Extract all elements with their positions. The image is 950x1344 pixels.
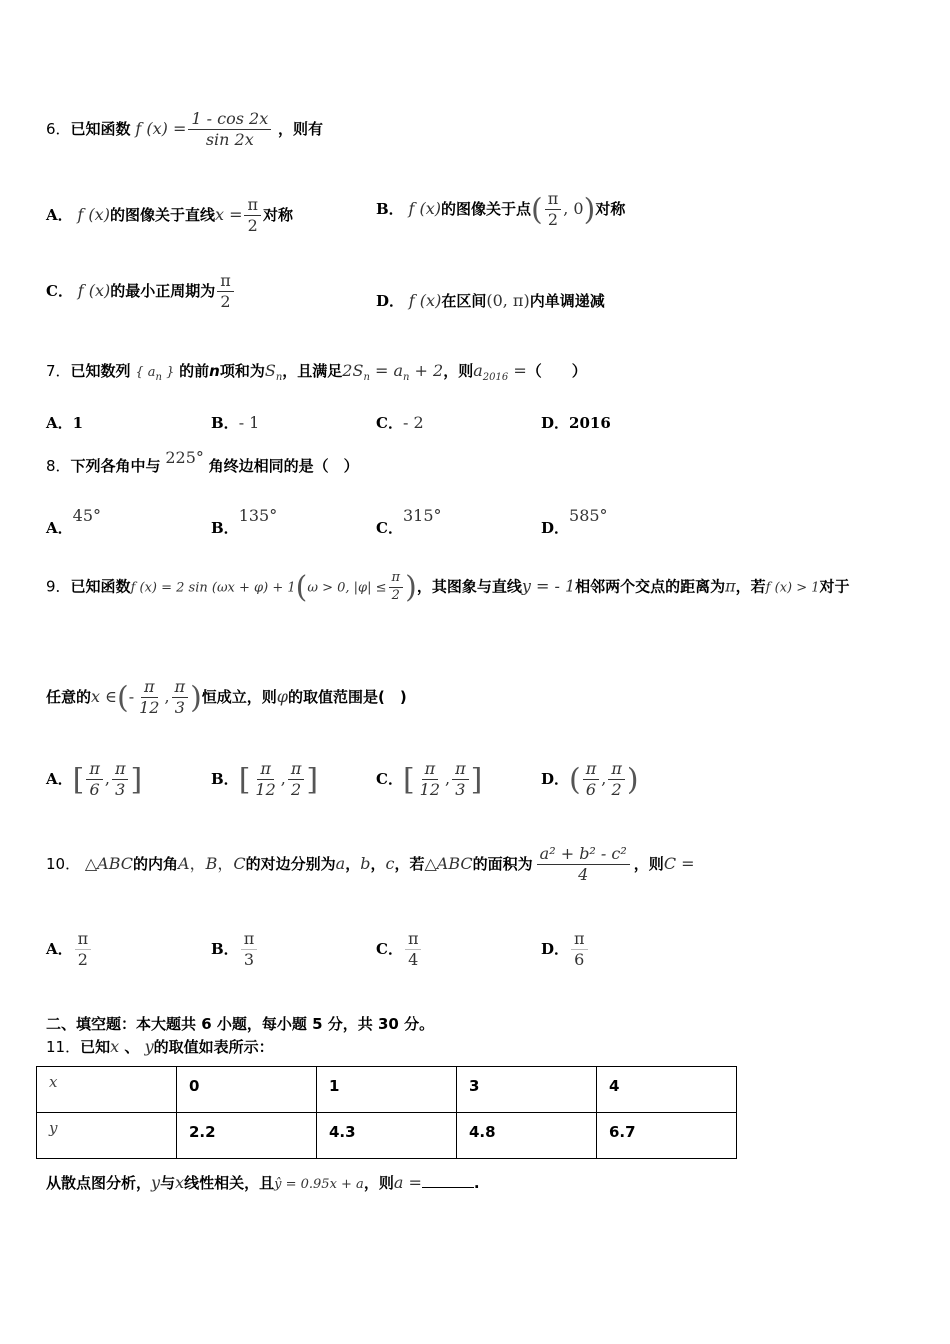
q9-option-b[interactable]: B．[ $\frac{\pi}{12}$ , $\frac{\pi}{2}$ ] — [211, 759, 319, 800]
q6-option-b[interactable]: B． f (x)的图像关于点( $\frac{\pi}{2}$ , 0)对称 — [376, 189, 626, 230]
q10-stem: 10． △ABC的内角A，B，C的对边分别为a，b，c，若△ABC的面积为 $\frac{\text{a² + b² - c²}}{4}$ ，则C = — [46, 844, 695, 885]
q10-option-a[interactable]: A． $\frac{\pi}{2}$ — [46, 930, 93, 970]
q8-option-d[interactable]: D．585° — [541, 506, 608, 537]
q6-option-a[interactable]: A． f (x)的图像关于直线x = $\frac{\pi}{2}$ 对称 — [46, 195, 293, 236]
q10-option-b[interactable]: B． $\frac{\pi}{3}$ — [211, 930, 259, 970]
answer-blank[interactable] — [422, 1175, 474, 1188]
q11-stem: 11．已知x 、 y的取值如表所示： — [46, 1037, 274, 1056]
table-cell: 1 — [317, 1067, 457, 1113]
q11-question: 从散点图分析，y与x线性相关，且ŷ = 0.95x + a，则a = . — [46, 1173, 480, 1192]
q9-option-d[interactable]: D．( $\frac{\pi}{6}$ , $\frac{\pi}{2}$ ) — [541, 759, 639, 800]
table-row — [37, 1067, 737, 1113]
q9-option-a[interactable]: A．[ $\frac{\pi}{6}$ , $\frac{\pi}{3}$ ] — [46, 759, 143, 800]
q9-option-c[interactable]: C．[ $\frac{\pi}{12}$ , $\frac{\pi}{3}$ ] — [376, 759, 483, 800]
table-cell: 4.3 — [317, 1113, 457, 1159]
q9-stem-line2: 任意的x ∈(- $\frac{\pi}{12}$ , $\frac{\pi}{3}$ )恒成立，则φ的取值范围是( ) — [46, 677, 407, 718]
table-cell: 0 — [177, 1067, 317, 1113]
table-cell: x — [37, 1067, 177, 1113]
table-row — [37, 1113, 737, 1159]
table-cell: 4 — [597, 1067, 737, 1113]
q9-stem-line1: 9．已知函数f (x) = 2 sin (ωx + φ) + 1(ω > 0, |φ| ≤ $\frac{\pi}{2}$ )，其图象与直线y = - 1相邻两个交点的距离为π，若f (x) > 1对于 — [46, 570, 850, 605]
q7-stem: 7．已知数列 { $a_n$ } 的前n项和为$S_n$，且满足$2S_n = a_n + 2$，则$a_{2016}$ =（ ） — [46, 361, 587, 383]
q8-stem: 8．下列各角中与 225° 角终边相同的是（ ） — [46, 448, 359, 475]
table-cell: 2.2 — [177, 1113, 317, 1159]
section-title: 二、填空题：本大题共 6 小题，每小题 5 分，共 30 分。 — [46, 1015, 435, 1033]
q6-option-d[interactable]: D． f (x)在区间(0, π)内单调递减 — [376, 291, 605, 310]
q8-option-c[interactable]: C．315° — [376, 506, 442, 537]
q6-number: 6． — [46, 119, 71, 138]
table-cell: 3 — [457, 1067, 597, 1113]
q7-option-b[interactable]: B．- 1 — [211, 413, 260, 432]
table-cell: 4.8 — [457, 1113, 597, 1159]
table-cell: 6.7 — [597, 1113, 737, 1159]
q6-stem: 6．已知函数 f (x) = $\frac{1 - \cos 2x}{\sin 2x}$ ，则有 — [46, 109, 324, 150]
q10-option-d[interactable]: D． $\frac{\pi}{6}$ — [541, 930, 590, 970]
q11-table — [36, 1066, 737, 1159]
q8-option-b[interactable]: B．135° — [211, 506, 278, 537]
q7-option-a[interactable]: A．1 — [46, 414, 84, 432]
q7-option-d[interactable]: D．2016 — [541, 414, 611, 432]
q6-fraction: $\frac{1 - \cos 2x}{\sin 2x}$ — [188, 110, 271, 150]
q7-option-c[interactable]: C．- 2 — [376, 413, 424, 432]
table-cell: y — [37, 1113, 177, 1159]
q6-option-c[interactable]: C． f (x)的最小正周期为 $\frac{\pi}{2}$ — [46, 272, 236, 312]
q10-option-c[interactable]: C． $\frac{\pi}{4}$ — [376, 930, 423, 970]
q8-option-a[interactable]: A．45° — [46, 506, 101, 537]
